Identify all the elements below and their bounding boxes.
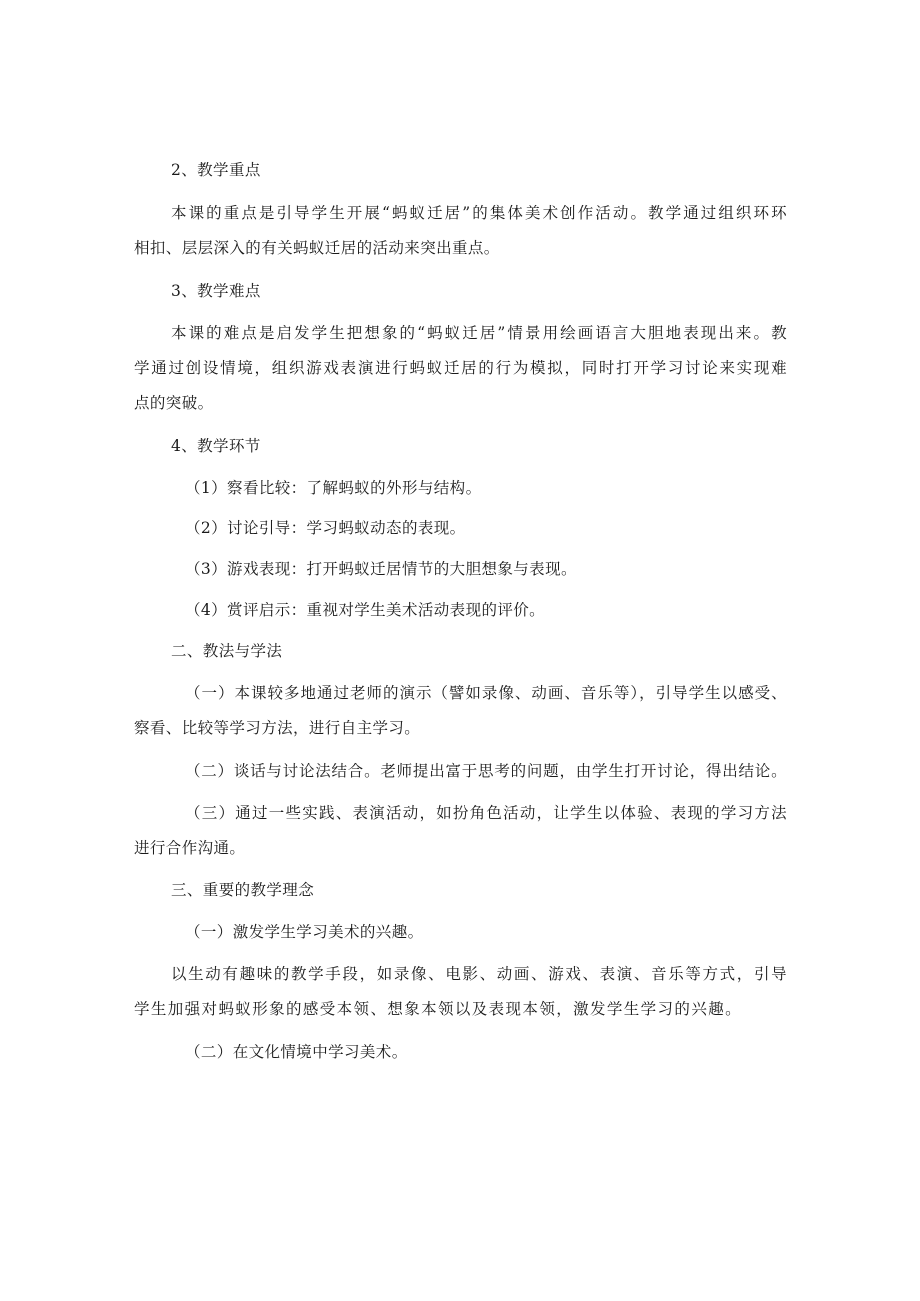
concept-2-heading: （二）在文化情境中学习美术。 (185, 1043, 408, 1061)
heading-teaching-steps: 4、教学环节 (171, 437, 261, 455)
method-3-line-1: （三）通过一些实践、表演活动，如扮角色活动，让学生以体验、表现的学习方法 (185, 804, 787, 822)
heading-teaching-focus: 2、教学重点 (171, 161, 261, 179)
paragraph-difficulty-line-3: 点的突破。 (134, 394, 214, 412)
method-3-line-2: 进行合作沟通。 (134, 839, 246, 857)
step-item-3: （3）游戏表现：打开蚂蚁迁居情节的大胆想象与表现。 (185, 560, 577, 578)
concept-1-paragraph-line-1: 以生动有趣味的教学手段，如录像、电影、动画、游戏、表演、音乐等方式，引导 (171, 965, 787, 983)
method-1-line-2: 察看、比较等学习方法，进行自主学习。 (134, 719, 421, 737)
concept-1-heading: （一）激发学生学习美术的兴趣。 (185, 923, 424, 941)
paragraph-focus-line-1: 本课的重点是引导学生开展“蚂蚁迁居”的集体美术创作活动。教学通过组织环环 (171, 204, 787, 222)
method-2: （二）谈话与讨论法结合。老师提出富于思考的问题，由学生打开讨论，得出结论。 (185, 762, 787, 780)
method-1-line-1: （一）本课较多地通过老师的演示（譬如录像、动画、音乐等），引导学生以感受、 (185, 684, 787, 702)
heading-teaching-difficulty: 3、教学难点 (171, 282, 261, 300)
section-heading-methods: 二、教法与学法 (171, 642, 283, 660)
paragraph-difficulty-line-1: 本课的难点是启发学生把想象的“蚂蚁迁居”情景用绘画语言大胆地表现出来。教 (171, 324, 787, 342)
concept-1-paragraph-line-2: 学生加强对蚂蚁形象的感受本领、想象本领以及表现本领，激发学生学习的兴趣。 (134, 1000, 741, 1018)
paragraph-difficulty-line-2: 学通过创设情境，组织游戏表演进行蚂蚁迁居的行为模拟，同时打开学习讨论来实现难 (134, 359, 787, 377)
section-heading-concepts: 三、重要的教学理念 (171, 881, 315, 899)
paragraph-focus-line-2: 相扣、层层深入的有关蚂蚁迁居的活动来突出重点。 (134, 239, 500, 257)
step-item-2: （2）讨论引导：学习蚂蚁动态的表现。 (185, 519, 466, 537)
step-item-4: （4）赏评启示：重视对学生美术活动表现的评价。 (185, 601, 546, 619)
step-item-1: （1）察看比较：了解蚂蚁的外形与结构。 (185, 479, 482, 497)
